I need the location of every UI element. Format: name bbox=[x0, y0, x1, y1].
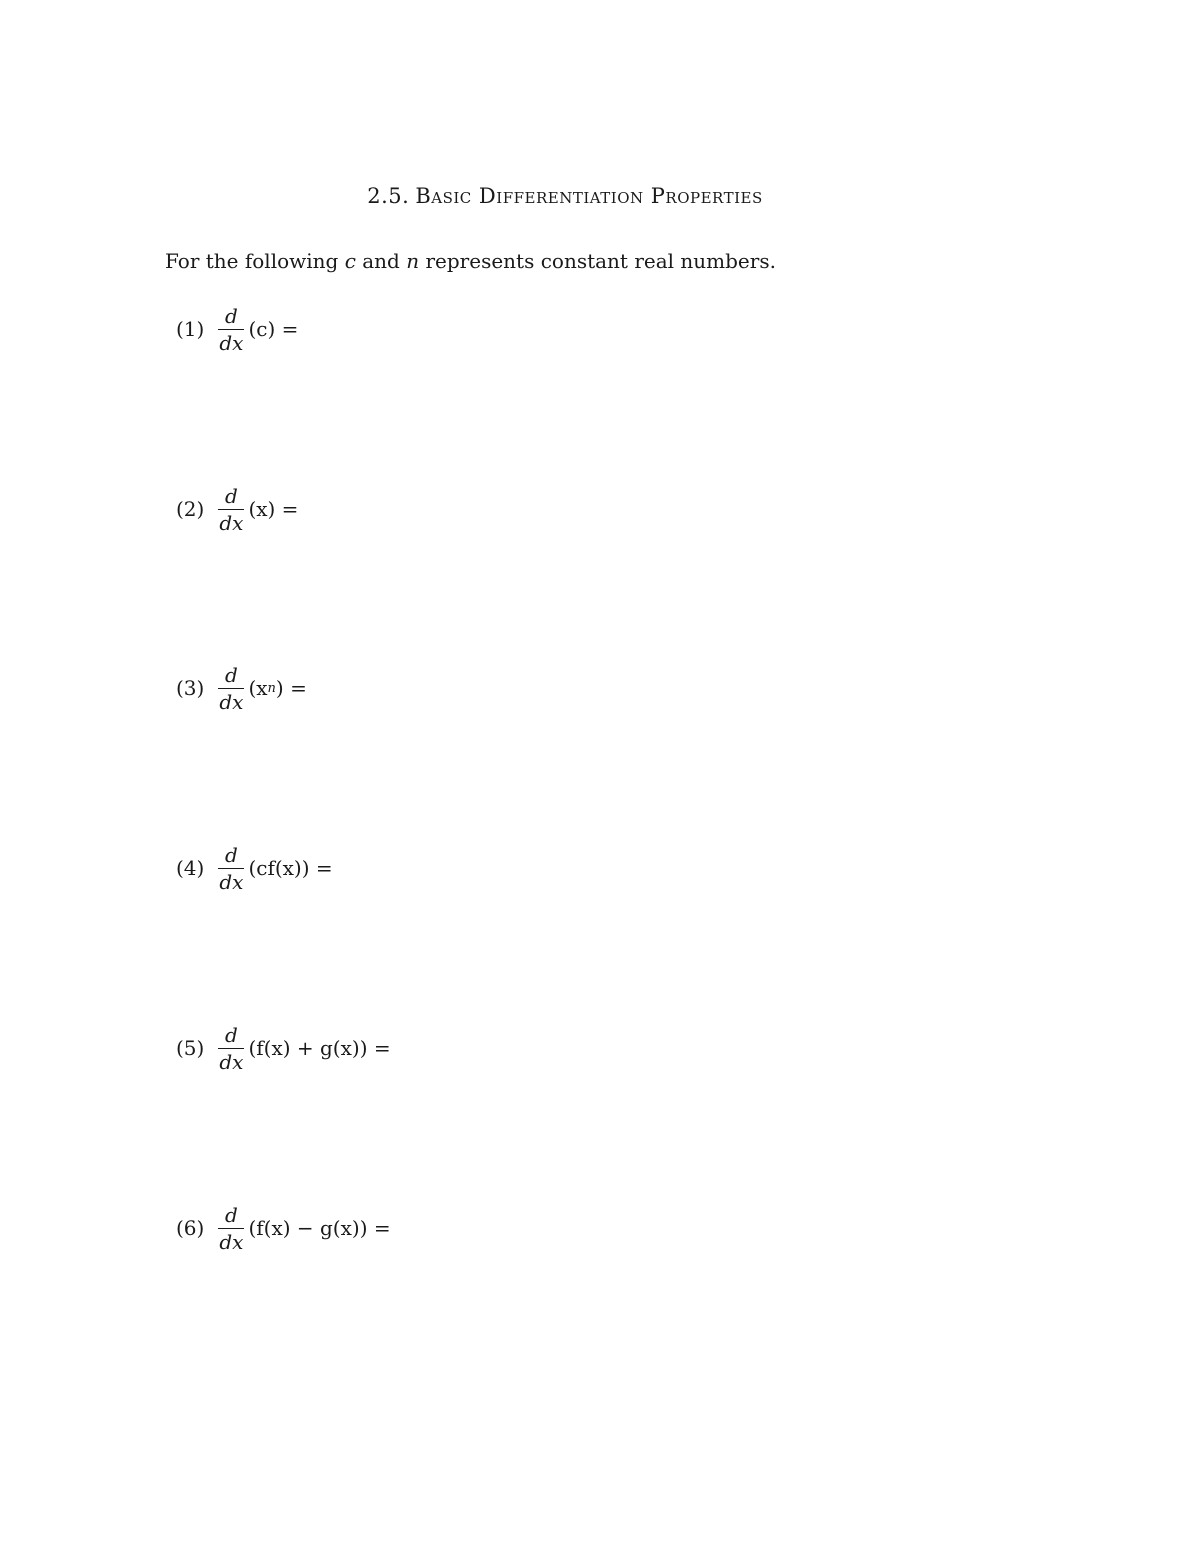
problem-label: (4) bbox=[176, 856, 205, 880]
fraction-denominator: dx bbox=[219, 1049, 244, 1074]
fraction-denominator: dx bbox=[219, 689, 244, 714]
fraction-numerator: d bbox=[224, 1202, 238, 1227]
derivative-operator bbox=[216, 662, 246, 714]
fraction-numerator: d bbox=[224, 1022, 238, 1047]
problem-expression: (c) = bbox=[248, 317, 299, 341]
fraction-denominator: dx bbox=[219, 1229, 244, 1254]
fraction-denominator: dx bbox=[219, 510, 244, 535]
problem-label: (1) bbox=[176, 317, 205, 341]
derivative-operator bbox=[216, 303, 246, 355]
intro-text-end: represents constant real numbers. bbox=[419, 249, 776, 273]
exponent: n bbox=[267, 680, 276, 696]
derivative-operator bbox=[216, 1202, 246, 1254]
fraction-denominator: dx bbox=[219, 330, 244, 355]
problem-label: (2) bbox=[176, 497, 205, 521]
fraction-numerator: d bbox=[224, 483, 238, 508]
problem-expression: (cf(x)) = bbox=[248, 856, 333, 880]
fraction-denominator: dx bbox=[219, 869, 244, 894]
derivative-operator bbox=[216, 1022, 246, 1074]
problem-label: (3) bbox=[176, 676, 205, 700]
problem-expression-tail: ) = bbox=[275, 676, 307, 700]
problem-3 bbox=[176, 663, 307, 713]
problem-6 bbox=[176, 1203, 391, 1253]
section-heading bbox=[0, 184, 1130, 208]
intro-variable-c: c bbox=[344, 249, 356, 273]
derivative-operator bbox=[216, 842, 246, 894]
intro-text-and: and bbox=[355, 249, 407, 273]
intro-sentence bbox=[165, 249, 776, 273]
fraction-numerator: d bbox=[224, 303, 238, 328]
derivative-operator bbox=[216, 483, 246, 535]
problem-1 bbox=[176, 304, 298, 354]
section-number: 2.5. bbox=[367, 184, 410, 208]
fraction-numerator: d bbox=[224, 842, 238, 867]
problem-4 bbox=[176, 843, 333, 893]
section-title: Basic Differentiation Properties bbox=[415, 184, 763, 208]
problem-5 bbox=[176, 1023, 391, 1073]
problem-label: (6) bbox=[176, 1216, 205, 1240]
fraction-numerator: d bbox=[224, 662, 238, 687]
problem-expression: (x) = bbox=[248, 497, 299, 521]
problem-expression: (f(x) + g(x)) = bbox=[248, 1036, 391, 1060]
intro-variable-n: n bbox=[406, 249, 420, 273]
intro-text-start: For the following bbox=[165, 249, 345, 273]
problem-2 bbox=[176, 484, 298, 534]
problem-expression: (f(x) − g(x)) = bbox=[248, 1216, 391, 1240]
problem-expression: (x bbox=[248, 676, 268, 700]
problem-label: (5) bbox=[176, 1036, 205, 1060]
